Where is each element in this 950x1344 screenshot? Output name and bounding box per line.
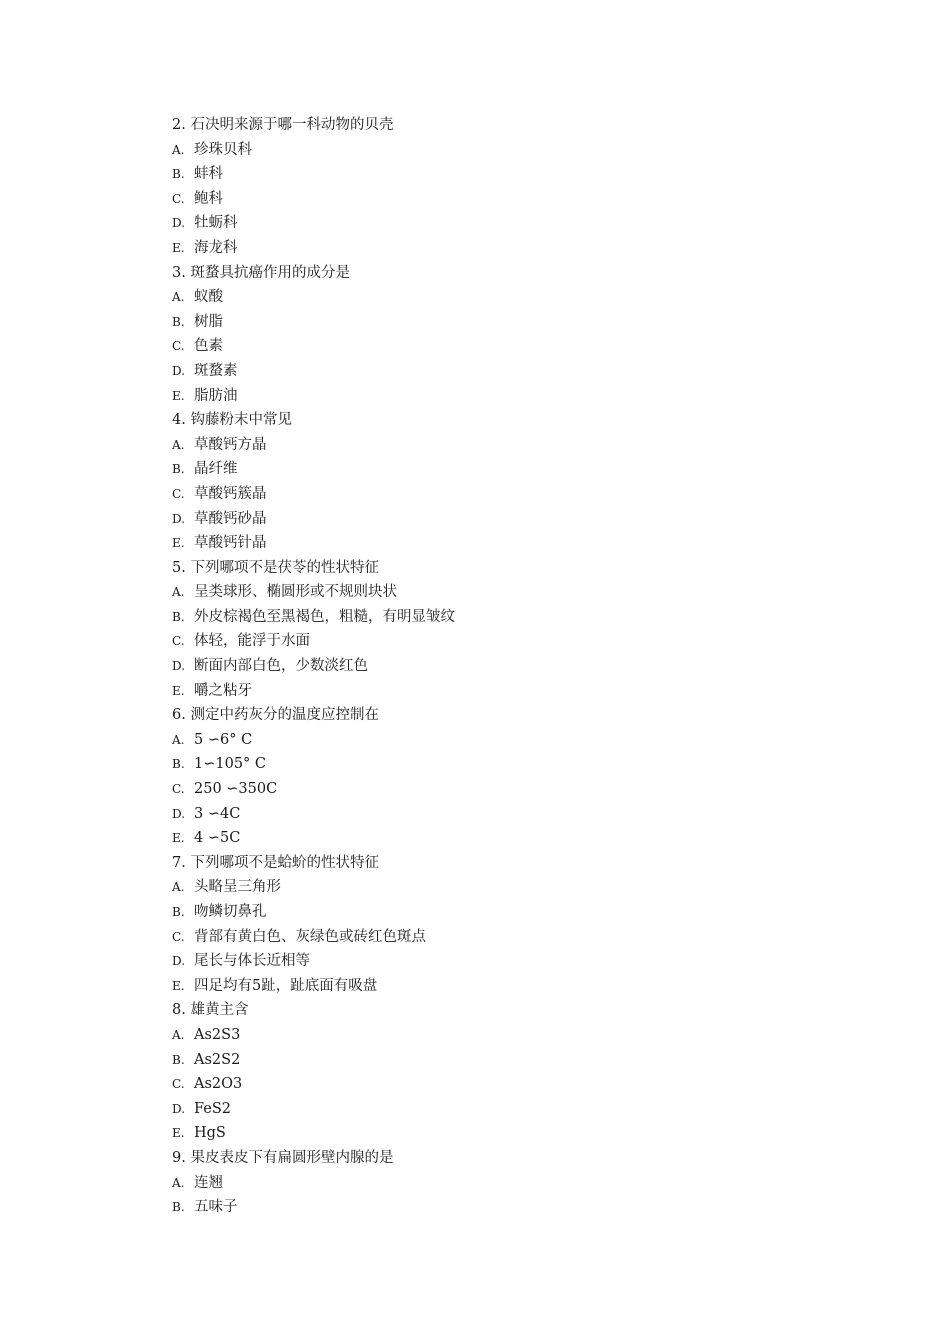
option-d [172, 359, 872, 384]
option-label: B. [172, 1200, 185, 1215]
option-text: 嚼之粘牙 [194, 682, 252, 699]
option-text: HgS [194, 1125, 226, 1142]
question-stem: 9. 果皮表皮下有扁圆形壁内腺的是 [172, 1149, 394, 1166]
option-label: C. [172, 782, 185, 797]
option-b [172, 900, 872, 925]
option-text: 四足均有5趾，趾底面有吸盘 [194, 977, 378, 994]
option-text: 尾长与体长近相等 [194, 953, 310, 970]
document-page [172, 113, 872, 1220]
option-a [172, 580, 872, 605]
option-text: 1∽105° C [194, 756, 267, 773]
option-label: B. [172, 314, 185, 329]
option-text: 呈类球形、椭圆形或不规则块状 [194, 584, 397, 601]
question-5 [172, 556, 872, 704]
option-label: C. [172, 1077, 185, 1092]
option-label: D. [172, 659, 186, 674]
option-text: 牡蛎科 [194, 215, 238, 232]
option-e [172, 531, 872, 556]
option-text: 吻鳞切鼻孔 [194, 904, 267, 920]
option-text: 草酸钙方晶 [194, 436, 267, 453]
option-text: 鲍科 [194, 190, 223, 207]
option-label: A. [172, 1175, 185, 1190]
option-text: 树脂 [194, 313, 223, 330]
option-a [172, 1023, 872, 1048]
option-label: A. [172, 437, 185, 452]
option-a [172, 875, 872, 900]
question-stem: 6. 测定中药灰分的温度应控制在 [172, 707, 379, 724]
option-text: 背部有黄白色、灰绿色或砖红色斑点 [194, 928, 426, 945]
option-label: C. [172, 191, 185, 206]
option-b [172, 1195, 872, 1220]
question-4 [172, 408, 872, 556]
option-label: A. [172, 142, 185, 157]
option-c [172, 1072, 872, 1097]
option-d [172, 211, 872, 236]
question-stem: 4. 钩藤粉末中常见 [172, 412, 292, 429]
question-7 [172, 851, 872, 999]
option-text: 4 ∽5C [194, 830, 241, 847]
option-label: C. [172, 339, 185, 354]
option-text: 脂肪油 [194, 387, 238, 404]
option-text: 斑蝥素 [194, 362, 238, 379]
option-text: 草酸钙针晶 [194, 535, 267, 552]
option-label: E. [172, 240, 185, 255]
option-label: C. [172, 486, 185, 501]
option-text: 海龙科 [194, 239, 238, 256]
option-a [172, 138, 872, 163]
option-label: A. [172, 880, 185, 895]
option-c [172, 187, 872, 212]
option-text: 体轻，能浮于水面 [194, 633, 310, 650]
option-label: E. [172, 978, 185, 993]
option-e [172, 679, 872, 704]
option-text: 断面内部白色，少数淡红色 [194, 658, 368, 675]
question-stem: 2. 石决明来源于哪一科动物的贝壳 [172, 117, 394, 133]
option-text: 色素 [194, 338, 223, 355]
option-c [172, 925, 872, 950]
question-stem: 8. 雄黄主含 [172, 1002, 249, 1019]
question-8 [172, 998, 872, 1146]
option-b [172, 310, 872, 335]
option-e [172, 384, 872, 409]
option-label: E. [172, 683, 185, 698]
option-b [172, 457, 872, 482]
option-text: 外皮棕褐色至黑褐色，粗糙，有明显皱纹 [194, 608, 455, 625]
option-text: 草酸钙砂晶 [194, 510, 267, 527]
question-stem: 7. 下列哪项不是蛤蚧的性状特征 [172, 854, 379, 871]
option-d [172, 1097, 872, 1122]
question-9 [172, 1146, 872, 1220]
option-text: 250 ∽350C [194, 781, 278, 798]
option-label: C. [172, 634, 185, 649]
option-label: D. [172, 511, 186, 526]
option-d [172, 949, 872, 974]
option-label: C. [172, 929, 185, 944]
option-label: B. [172, 905, 185, 919]
option-b [172, 1048, 872, 1073]
question-stem: 5. 下列哪项不是茯苓的性状特征 [172, 559, 379, 576]
option-label: E. [172, 1126, 185, 1141]
option-e [172, 236, 872, 261]
question-6 [172, 703, 872, 851]
question-3 [172, 261, 872, 409]
question-stem: 3. 斑蝥具抗癌作用的成分是 [172, 264, 350, 281]
option-text: As2O3 [194, 1076, 243, 1093]
option-a [172, 1171, 872, 1196]
option-c [172, 334, 872, 359]
option-text: 头略呈三角形 [194, 879, 281, 896]
option-a [172, 285, 872, 310]
option-d [172, 802, 872, 827]
option-text: 5 ∽6° C [194, 731, 253, 748]
option-label: B. [172, 609, 185, 624]
option-text: 蚌科 [194, 166, 223, 183]
option-label: E. [172, 831, 185, 846]
option-c [172, 629, 872, 654]
option-d [172, 654, 872, 679]
option-label: D. [172, 806, 186, 821]
option-label: B. [172, 1052, 185, 1067]
option-label: A. [172, 732, 185, 747]
option-label: D. [172, 1101, 186, 1116]
option-label: B. [172, 167, 185, 182]
option-text: 蚁酸 [194, 289, 223, 306]
option-label: B. [172, 462, 185, 477]
option-text: 3 ∽4C [194, 805, 241, 822]
option-text: 晶纤维 [194, 461, 238, 478]
option-label: D. [172, 363, 186, 378]
option-label: E. [172, 388, 185, 403]
option-label: B. [172, 757, 185, 772]
option-e [172, 826, 872, 851]
option-text: 草酸钙簇晶 [194, 485, 267, 502]
option-label: A. [172, 290, 185, 305]
option-label: D. [172, 954, 186, 969]
option-text: As2S2 [194, 1051, 241, 1068]
option-c [172, 482, 872, 507]
option-text: 珍珠贝科 [194, 141, 252, 158]
option-c [172, 777, 872, 802]
question-2 [172, 113, 872, 261]
option-text: FeS2 [194, 1100, 232, 1117]
option-b [172, 752, 872, 777]
option-e [172, 1121, 872, 1146]
option-label: A. [172, 1027, 185, 1042]
option-e [172, 974, 872, 999]
option-b [172, 605, 872, 630]
option-a [172, 433, 872, 458]
option-b [172, 162, 872, 187]
option-text: As2S3 [194, 1026, 241, 1043]
option-label: D. [172, 216, 186, 231]
option-text: 连翘 [194, 1174, 223, 1191]
option-text: 五味子 [194, 1199, 238, 1216]
option-a [172, 728, 872, 753]
option-label: A. [172, 585, 185, 600]
option-d [172, 507, 872, 532]
option-label: E. [172, 536, 185, 551]
